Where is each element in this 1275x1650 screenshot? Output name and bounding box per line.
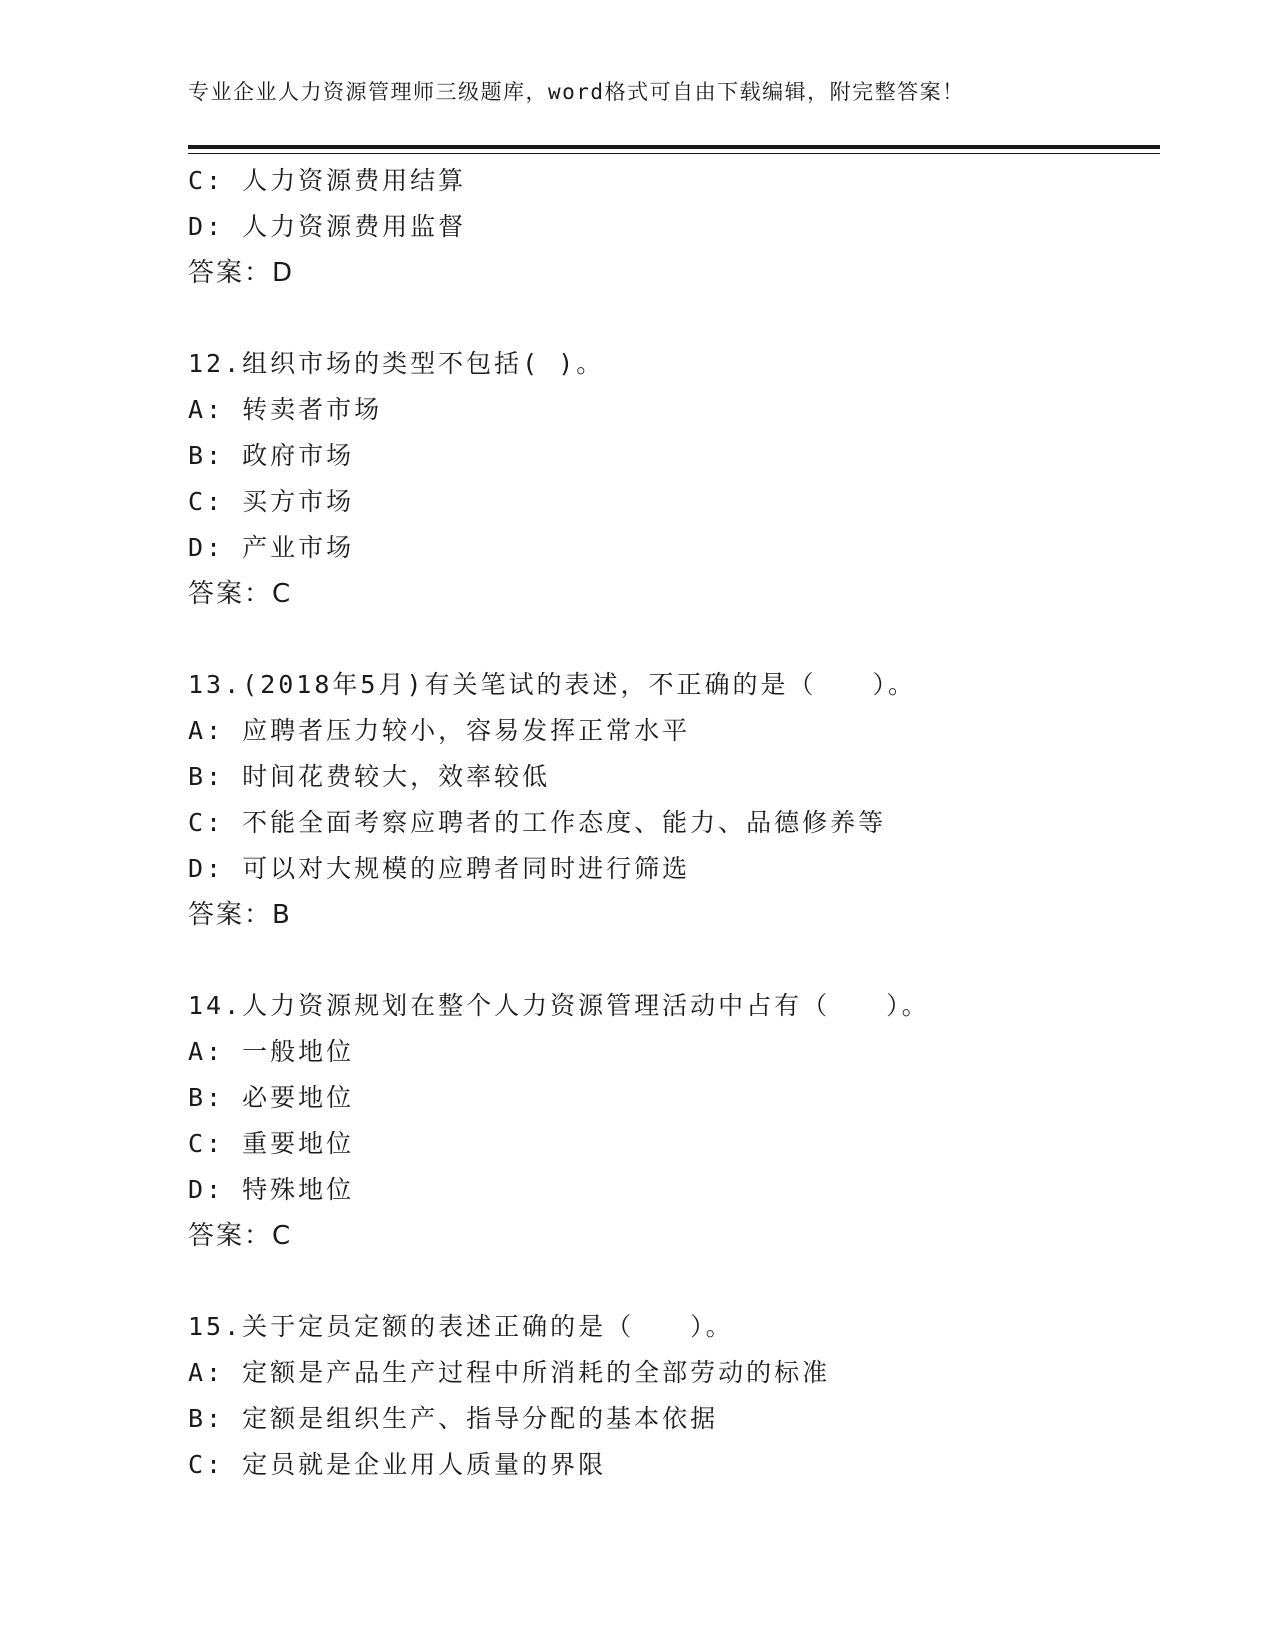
option-b: B: 政府市场 xyxy=(188,441,355,470)
question-stem: 13.(2018年5月)有关笔试的表述，不正确的是（ ）。 xyxy=(188,670,917,699)
option-a: A: 转卖者市场 xyxy=(188,395,383,424)
spacer xyxy=(188,1259,1160,1304)
answer-line: 答案：C xyxy=(188,1221,293,1251)
option-d: D: 人力资源费用监督 xyxy=(188,212,467,241)
answer-line: 答案：C xyxy=(188,579,293,609)
question-block-partial xyxy=(188,158,1160,296)
question-stem: 12.组织市场的类型不包括( )。 xyxy=(188,349,605,378)
option-b: B: 时间花费较大，效率较低 xyxy=(188,762,551,791)
spacer xyxy=(188,296,1160,341)
page-header: 专业企业人力资源管理师三级题库，word格式可自由下载编辑，附完整答案！ xyxy=(188,80,965,104)
option-b: B: 定额是组织生产、指导分配的基本依据 xyxy=(188,1404,719,1433)
option-c: C: 重要地位 xyxy=(188,1129,355,1158)
header-rule-thick xyxy=(188,145,1160,149)
option-c: C: 定员就是企业用人质量的界限 xyxy=(188,1450,607,1479)
question-block-14 xyxy=(188,983,1160,1259)
option-a: A: 定额是产品生产过程中所消耗的全部劳动的标准 xyxy=(188,1358,831,1387)
option-d: D: 可以对大规模的应聘者同时进行筛选 xyxy=(188,854,691,883)
option-d: D: 产业市场 xyxy=(188,533,355,562)
question-stem: 14.人力资源规划在整个人力资源管理活动中占有（ ）。 xyxy=(188,991,930,1020)
spacer xyxy=(188,617,1160,662)
option-c: C: 买方市场 xyxy=(188,487,355,516)
question-block-15 xyxy=(188,1304,1160,1488)
question-stem: 15.关于定员定额的表述正确的是（ ）。 xyxy=(188,1312,734,1341)
header-rule-thin xyxy=(188,153,1160,154)
question-block-12 xyxy=(188,341,1160,617)
option-c: C: 不能全面考察应聘者的工作态度、能力、品德修养等 xyxy=(188,808,887,837)
question-list xyxy=(188,158,1160,1488)
answer-line: 答案：D xyxy=(188,258,295,288)
option-d: D: 特殊地位 xyxy=(188,1175,355,1204)
question-block-13 xyxy=(188,662,1160,938)
answer-line: 答案：B xyxy=(188,900,292,930)
option-c: C: 人力资源费用结算 xyxy=(188,166,467,195)
option-b: B: 必要地位 xyxy=(188,1083,355,1112)
spacer xyxy=(188,938,1160,983)
option-a: A: 一般地位 xyxy=(188,1037,355,1066)
option-a: A: 应聘者压力较小，容易发挥正常水平 xyxy=(188,716,691,745)
